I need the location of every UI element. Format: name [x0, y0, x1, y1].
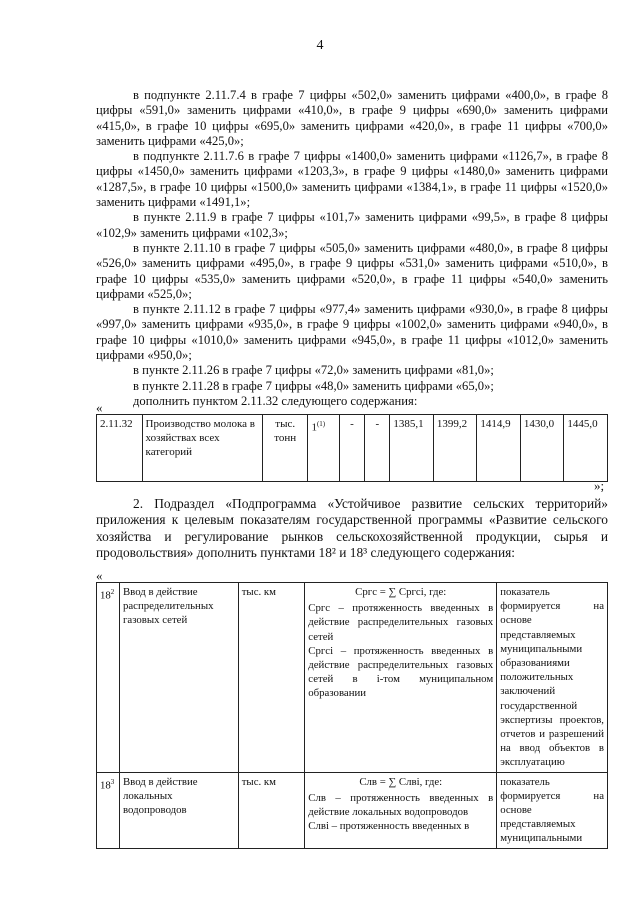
paragraph: в пункте 2.11.12 в графе 7 цифры «977,4» заменить цифрами «930,0», в графе 8 цифры «997,0» заменить цифрами «935,0», в графе 9 цифры «1002,0» заменить цифрами «940,0», в графе 10 цифры «1010,0» заменить цифрами «945,0», в графе 11 цифры «1012,0» заменить цифрами «950,0»; — [96, 302, 608, 363]
row-number: 18 — [100, 779, 111, 792]
col-10-value: 1430,0 — [520, 415, 564, 482]
section-2-paragraph: 2. Подраздел «Подпрограмма «Устойчивое развитие сельских территорий» приложения к целевым показателям государственной программы «Развитие сельского хозяйства и регулирование рынков сельскохозяйственной продукции, сырья и продовольствия» дополнить пунктами 18² и 18³ следующего содержания: — [96, 496, 608, 561]
row-number-cell — [97, 583, 120, 773]
indicator-table-18 — [96, 582, 608, 849]
definition-item: Слвi – протяженность введенных в — [308, 820, 470, 833]
row-number: 2.11.32 — [97, 415, 143, 482]
unit: тыс. км — [238, 772, 305, 848]
definition-total: Слв – протяженность введенных в действие локальных водопроводов — [308, 791, 494, 819]
indicator-table-2-11-32 — [96, 414, 608, 482]
col-8-value: 1399,2 — [433, 415, 477, 482]
paragraph: в подпункте 2.11.7.4 в графе 7 цифры «502,0» заменить цифрами «400,0», в графе 8 цифры «591,0» заменить цифрами «410,0», в графе 9 цифры «690,0» заменить цифрами «415,0», в графе 10 цифры «695,0» заменить цифрами «420,0», в графе 11 цифры «700,0» заменить цифрами «425,0»; — [96, 88, 608, 148]
col-9-value: 1414,9 — [477, 415, 521, 482]
open-quote: « — [96, 400, 103, 415]
indicator-name: Производство молока в хозяйствах всех категорий — [142, 415, 262, 482]
indicator-name: Ввод в действие распределительных газовых сетей — [119, 583, 238, 773]
table-row — [97, 415, 608, 482]
unit: тыс. тонн — [262, 415, 308, 482]
paragraph: в подпункте 2.11.7.6 в графе 7 цифры «1400,0» заменить цифрами «1126,7», в графе 8 цифры «1450,0» заменить цифрами «1203,3», в графе 9 цифры «1480,0» заменить цифрами «1287,5», в графе 10 цифры «1500,0» заменить цифрами «1384,1», в графе 11 цифры «1520,0» заменить цифрами «1491,1»; — [96, 149, 608, 210]
source-cell — [308, 415, 339, 482]
col-6: - — [365, 415, 390, 482]
paragraph: в пункте 2.11.28 в графе 7 цифры «48,0» заменить цифрами «65,0»; — [133, 378, 494, 393]
table-row — [97, 772, 608, 848]
paragraph: дополнить пунктом 2.11.32 следующего содержания: — [133, 393, 418, 408]
amendments-list — [96, 88, 608, 409]
formula: Слв = ∑ Слвi, где: — [359, 775, 443, 788]
source-note: показатель формируется на основе представляемых муниципальными — [497, 772, 608, 848]
row-number-sup: 3 — [110, 777, 115, 786]
source-note: показатель формируется на основе представляемых муниципальными образованиями положительных заключений государственной экспертизы проектов, отчетов и разрешений на ввод объектов в эксплуатацию — [497, 583, 608, 773]
paragraph: в пункте 2.11.10 в графе 7 цифры «505,0» заменить цифрами «480,0», в графе 8 цифры «526,0» заменить цифрами «495,0», в графе 9 цифры «531,0» заменить цифрами «510,0», в графе 10 цифры «535,0» заменить цифрами «520,0», в графе 11 цифры «540,0» заменить цифрами «525,0»; — [96, 240, 608, 301]
col-5: - — [339, 415, 364, 482]
source: 1 — [311, 421, 317, 434]
row-number-cell — [97, 772, 120, 848]
row-number-sup: 2 — [110, 588, 115, 596]
paragraph: в пункте 2.11.9 в графе 7 цифры «101,7» заменить цифрами «99,5», в графе 8 цифры «102,9» заменить цифрами «102,3»; — [96, 210, 608, 240]
table-row — [97, 583, 608, 773]
page-number: 4 — [316, 38, 324, 53]
col-11-value: 1445,0 — [564, 415, 608, 482]
unit: тыс. км — [238, 583, 305, 773]
open-quote-2: « — [96, 568, 103, 583]
section-2-text — [96, 496, 608, 562]
definition-item: Сргсi – протяженность введенных в действие распределительных газовых сетей в i-том муниципальном образовании — [308, 644, 494, 700]
paragraph: в пункте 2.11.26 в графе 7 цифры «72,0» заменить цифрами «81,0»; — [133, 363, 494, 378]
row-number: 18 — [100, 589, 111, 602]
indicator-name: Ввод в действие локальных водопроводов — [119, 772, 238, 848]
close-quote: »; — [594, 478, 605, 493]
definition-total: Сргс – протяженность введенных в действие распределительных газовых сетей — [308, 602, 494, 643]
col-7-value: 1385,1 — [390, 415, 434, 482]
source-footnote: (1) — [316, 420, 326, 428]
methodology-cell — [305, 583, 497, 773]
methodology-cell — [305, 772, 497, 848]
formula: Сргс = ∑ Сргсi, где: — [355, 586, 447, 598]
